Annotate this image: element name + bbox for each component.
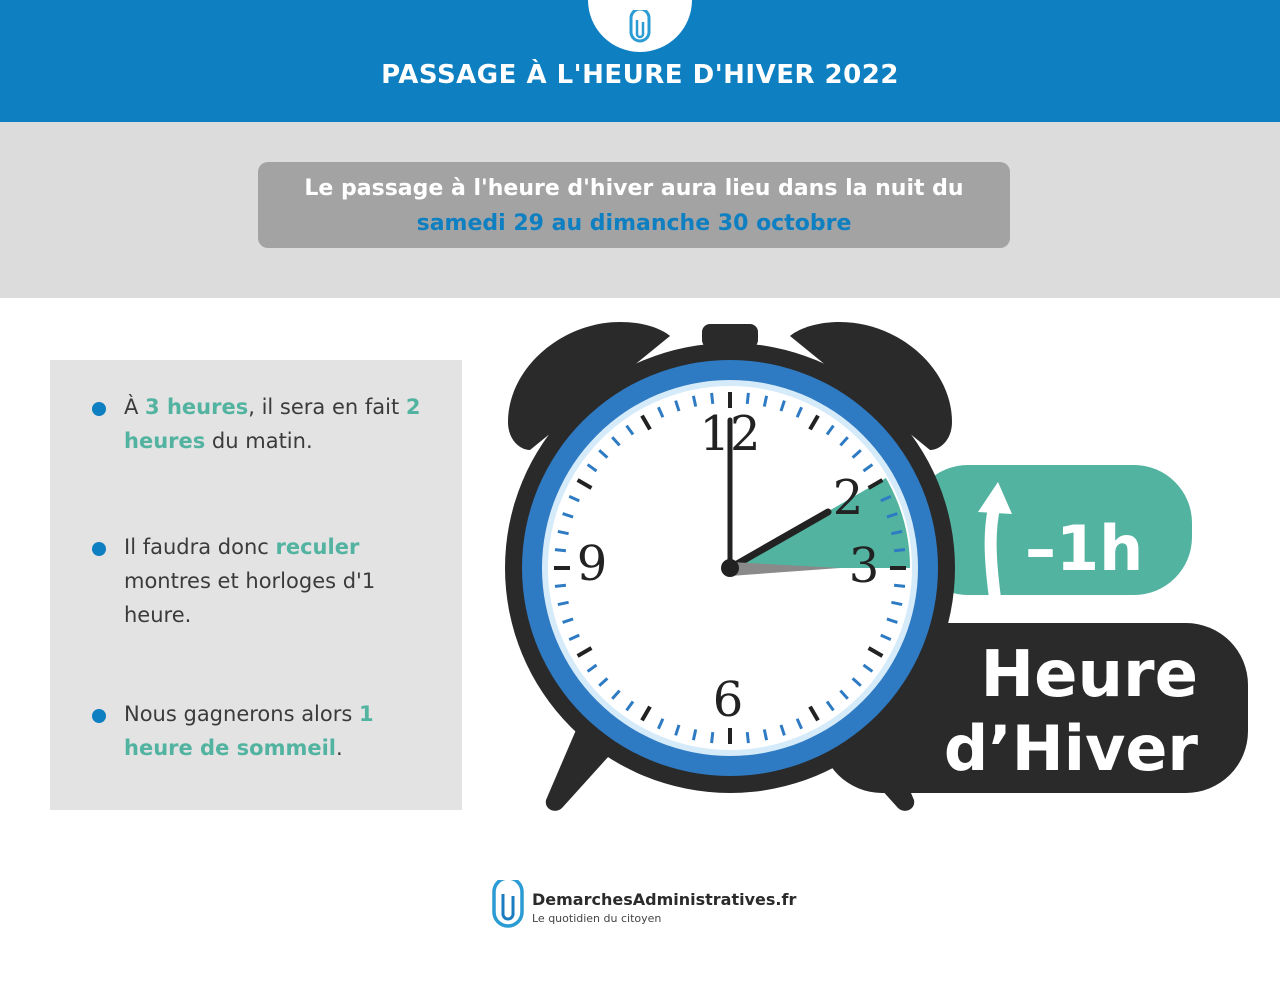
numeral-9: 9 bbox=[576, 536, 608, 592]
bullet-text-part: du matin. bbox=[205, 429, 313, 453]
bullet-text-part: Nous gagnerons alors bbox=[124, 702, 359, 726]
numeral-6: 6 bbox=[712, 672, 744, 728]
footer-brand bbox=[490, 880, 797, 930]
header-bar bbox=[0, 0, 1280, 122]
highlight-text: 1 heure de sommeil bbox=[124, 702, 374, 760]
banner-line-2: d’Hiver bbox=[943, 712, 1198, 785]
highlight-text: 3 heures bbox=[145, 395, 249, 419]
logo-badge bbox=[588, 0, 692, 52]
bullet-panel bbox=[50, 360, 462, 810]
paperclip-logo-icon bbox=[490, 880, 526, 928]
minute-tick bbox=[894, 585, 905, 586]
date-info-text: Le passage à l'heure d'hiver aura lieu dans la nuit du bbox=[304, 176, 964, 201]
banner-line-1: Heure bbox=[980, 638, 1198, 712]
numeral-12: 12 bbox=[699, 406, 761, 462]
minute-tick bbox=[747, 732, 748, 743]
bullet-dot bbox=[92, 402, 106, 416]
bullet-text bbox=[124, 530, 444, 632]
minute-tick bbox=[555, 550, 566, 551]
alarm-clock-icon bbox=[490, 300, 1270, 845]
minute-tick bbox=[712, 393, 713, 404]
bullet-text-part: À bbox=[124, 395, 146, 419]
numeral-3: 3 bbox=[848, 538, 880, 594]
brand-tagline: Le quotidien du citoyen bbox=[532, 912, 662, 925]
minute-tick bbox=[894, 550, 905, 551]
bullet-text bbox=[124, 390, 444, 458]
bullet-text-part: Il faudra donc bbox=[124, 535, 276, 559]
clock-illustration bbox=[490, 300, 1270, 845]
minute-tick bbox=[747, 393, 748, 404]
date-info-box bbox=[258, 162, 1010, 248]
date-info-highlight: samedi 29 au dimanche 30 octobre bbox=[416, 211, 852, 236]
bullet-dot bbox=[92, 709, 106, 723]
numeral-2: 2 bbox=[832, 470, 864, 526]
bullet-text bbox=[124, 697, 444, 765]
minute-tick bbox=[555, 585, 566, 586]
clock-center bbox=[721, 559, 739, 577]
bullet-text-part: , il sera en fait bbox=[248, 395, 406, 419]
highlight-text: 2 heures bbox=[124, 395, 421, 453]
bullet-dot bbox=[92, 542, 106, 556]
page-title: PASSAGE À L'HEURE D'HIVER 2022 bbox=[381, 60, 899, 90]
highlight-text: reculer bbox=[275, 535, 360, 559]
paperclip-logo-icon bbox=[626, 10, 654, 44]
bullet-text-part: . bbox=[335, 736, 343, 760]
brand-name: DemarchesAdministratives.fr bbox=[532, 890, 797, 909]
offset-label: –1h bbox=[1025, 512, 1144, 585]
minute-tick bbox=[712, 732, 713, 743]
bullet-text-part: montres et horloges d'1 heure. bbox=[124, 569, 376, 627]
